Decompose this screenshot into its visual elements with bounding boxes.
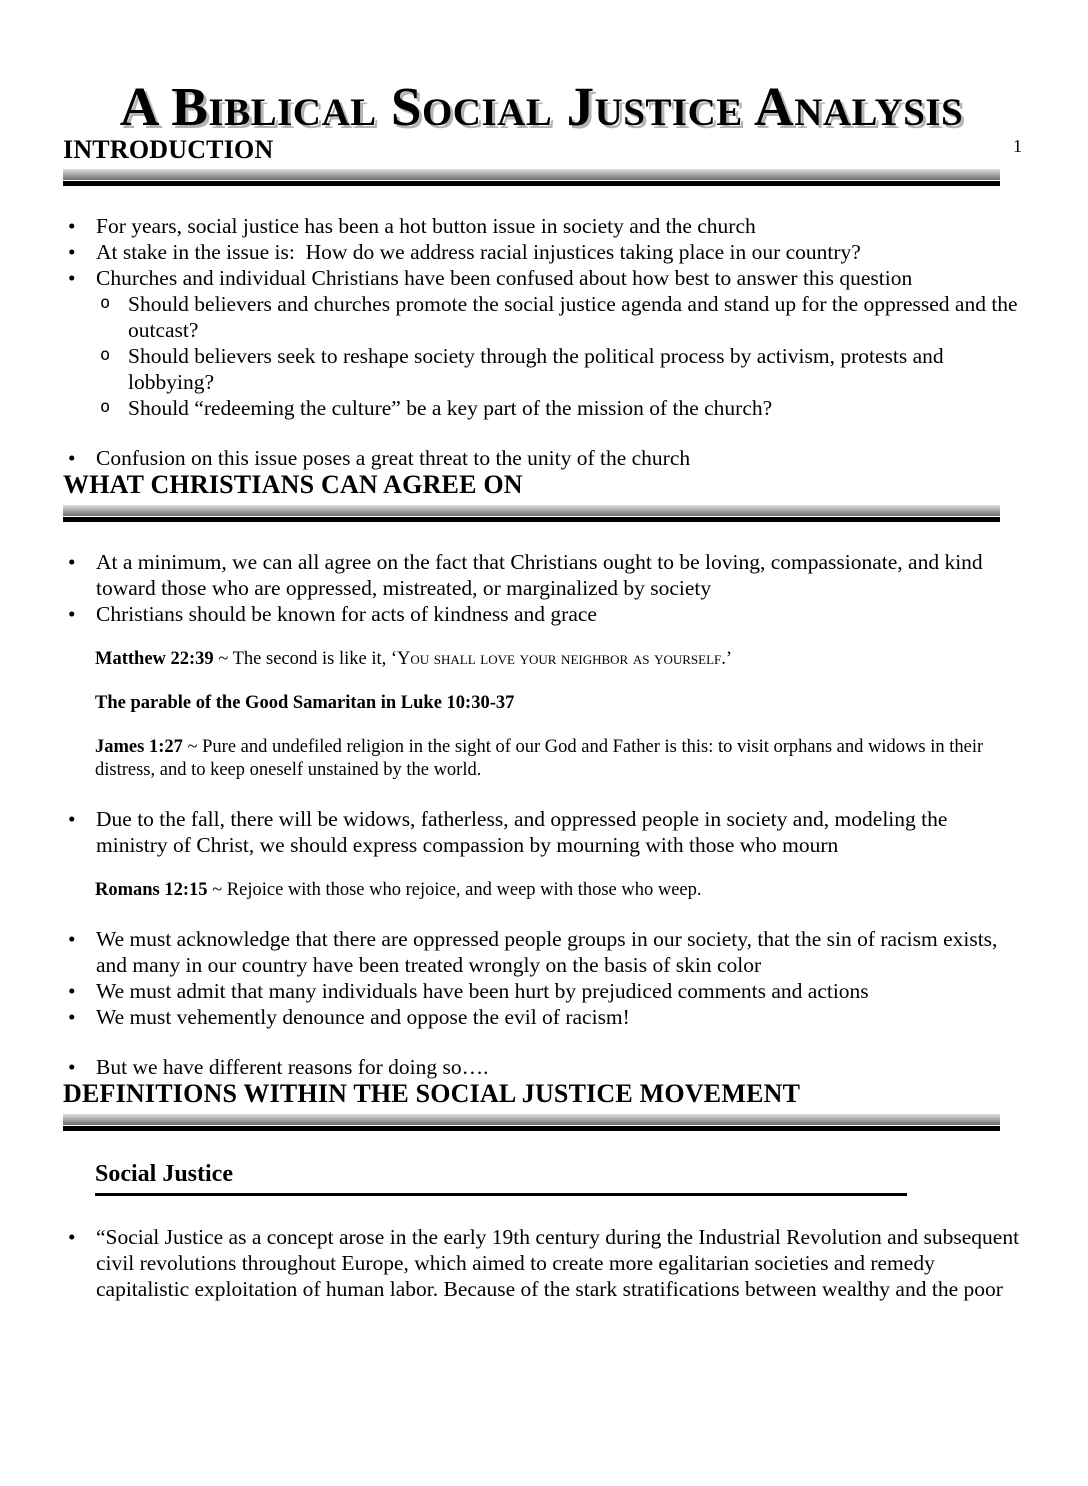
bullet-item: • Confusion on this issue poses a great threat to the unity of the church: [63, 445, 1020, 471]
bullet-item: • Churches and individual Christians have been confused about how best to answer this question: [63, 265, 1020, 291]
heading-rule: [63, 1114, 1000, 1131]
definitions-bullet-list: [63, 1224, 1025, 1302]
page-number: 1: [1013, 136, 1022, 156]
subheading-social-justice: Social Justice: [95, 1161, 907, 1196]
agree-closing-bullet-list: [63, 1054, 1020, 1080]
intro-sub-bullet-list: [63, 291, 1023, 421]
scripture-text: ~ Rejoice with those who rejoice, and weep with those who weep.: [212, 879, 702, 900]
agree-due-bullet-list: [63, 806, 1020, 858]
heading-rule-black-bar: [63, 181, 1000, 186]
scripture-reference: Matthew 22:39: [95, 648, 219, 669]
scripture-text: ’: [725, 648, 733, 669]
scripture-text: ~ The second is like it, ‘: [218, 648, 398, 669]
section-heading-agree: WHAT CHRISTIANS CAN AGREE ON: [63, 470, 523, 500]
scripture-quote-romans: [95, 879, 1020, 902]
sub-bullet-item: o Should “redeeming the culture” be a key part of the mission of the church?: [63, 395, 1020, 421]
bullet-item: • Christians should be known for acts of kindness and grace: [63, 601, 1020, 627]
scripture-text: ~ Pure and undefiled religion in the sight of our God and Father is this: to visit orphans and widows in their distress, and to keep oneself unstained by the world.: [95, 736, 984, 780]
sub-bullet-item: o Should believers and churches promote the social justice agenda and stand up for the oppressed and the outcast?: [63, 291, 1020, 343]
document-title: A Biblical Social Justice Analysis: [119, 76, 964, 137]
heading-rule-gray-bar: [63, 169, 1000, 180]
scripture-quote-james: [95, 736, 1020, 782]
heading-rule-black-bar: [63, 517, 1000, 522]
agree-bullet-list: [63, 549, 1020, 627]
scripture-text-smallcaps: You shall love your neighbor as yourself.: [397, 648, 726, 669]
bullet-item: • We must acknowledge that there are oppressed people groups in our society, that the sin of racism exists, and many in our country have been treated wrongly on the basis of skin color: [63, 926, 1020, 978]
sub-bullet-item: o Should believers seek to reshape society through the political process by activism, protests and lobbying?: [63, 343, 1020, 395]
heading-rule-black-bar: [63, 1126, 1000, 1131]
bullet-item: • “Social Justice as a concept arose in the early 19th century during the Industrial Revolution and subsequent civil revolutions throughout Europe, which aimed to create more egalitarian societies and remedy capitalistic exploitation of human labor. Because of the stark stratifications between wealthy and the poor: [63, 1224, 1020, 1302]
heading-rule: [63, 169, 1000, 186]
bullet-item: • At stake in the issue is: How do we address racial injustices taking place in our country?: [63, 239, 1020, 265]
scripture-quote-matthew: [95, 648, 1020, 671]
section-heading-definitions: DEFINITIONS WITHIN THE SOCIAL JUSTICE MOVEMENT: [63, 1078, 801, 1108]
bullet-item: • Due to the fall, there will be widows, fatherless, and oppressed people in society and, modeling the ministry of Christ, we should express compassion by mourning with those who mourn: [63, 806, 1020, 858]
section-heading-introduction: INTRODUCTION: [63, 134, 274, 164]
scripture-reference: Romans 12:15: [95, 879, 213, 900]
bullet-item: • For years, social justice has been a hot button issue in society and the church: [63, 213, 1020, 239]
bullet-item: • We must vehemently denounce and oppose the evil of racism!: [63, 1004, 1020, 1030]
bullet-item: • At a minimum, we can all agree on the fact that Christians ought to be loving, compassionate, and kind toward those who are oppressed, mistreated, or marginalized by society: [63, 549, 1020, 601]
bullet-item: • We must admit that many individuals have been hurt by prejudiced comments and actions: [63, 978, 1020, 1004]
scripture-quote-parable: The parable of the Good Samaritan in Luke 10:30-37: [95, 692, 515, 713]
heading-rule: [63, 505, 1000, 522]
intro-closing-bullet-list: [63, 445, 1020, 471]
document-page: [0, 78, 1088, 1486]
agree-must-bullet-list: [63, 926, 1020, 1030]
scripture-reference: James 1:27: [95, 736, 188, 757]
intro-bullet-list: [63, 213, 1020, 291]
heading-rule-gray-bar: [63, 505, 1000, 516]
bullet-item: • But we have different reasons for doing so….: [63, 1054, 1020, 1080]
heading-rule-gray-bar: [63, 1114, 1000, 1125]
